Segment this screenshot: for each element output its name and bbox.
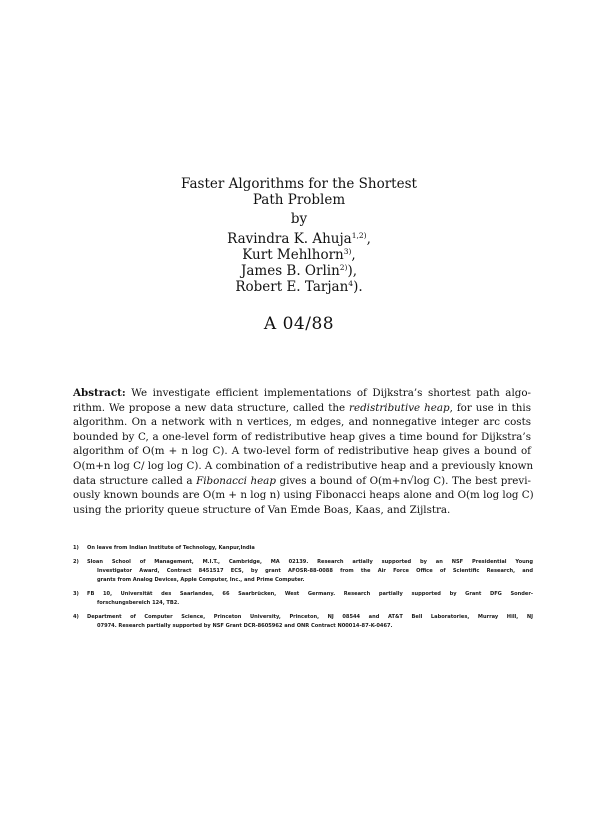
- author-2: Kurt Mehlhorn$^{3)}$,: [242, 247, 356, 263]
- abstract-line: using the priority queue structure of Van Emde Boas, Kaas, and Zijlstra.: [73, 503, 451, 516]
- abstract-line: algorithm of O(m + n log C). A two-level form of redistributive heap gives a bound of: [73, 445, 531, 458]
- footnote-text: FB 10, Universität des Saarlandes, 66 Saarbrücken, West Germany. Research partially supported by Grant DFG Sonder-: [87, 591, 533, 597]
- author-4: Robert E. Tarjan$^4$).: [235, 279, 363, 295]
- abstract: [73, 386, 534, 517]
- author-3: James B. Orlin$^{2)}$),: [240, 263, 358, 279]
- footnote-text: forschungsbereich 124, TB2.: [97, 600, 180, 606]
- footnote-4: [73, 613, 533, 631]
- footnote-text: 07974. Research partially supported by NSF Grant DCR-8605962 and ONR Contract N00014-87-K-0467.: [97, 623, 393, 629]
- footnote-number: 2): [73, 559, 79, 565]
- footnote-text: On leave from Indian Institute of Technology, Kanpur,India: [87, 545, 255, 551]
- abstract-line: data structure called a Fibonacci heap gives a bound of O(m+n√log C). The best previ-: [73, 474, 531, 487]
- paper-title-line-2: Path Problem: [252, 192, 346, 208]
- abstract-line: algorithm. On a network with n vertices, m edges, and nonnegative integer arc costs: [73, 416, 531, 429]
- title-block: [0, 176, 598, 295]
- abstract-line: ously known bounds are O(m + n log n) using Fibonacci heaps alone and O(m log log C): [73, 489, 534, 502]
- footnote-number: 4): [73, 614, 79, 620]
- by-line: by: [290, 211, 308, 227]
- abstract-line: bounded by C, a one-level form of redistributive heap gives a time bound for Dijkstra’s: [73, 430, 531, 443]
- footnote-3: [73, 590, 533, 608]
- footnotes: [73, 544, 533, 636]
- footnote-number: 3): [73, 591, 79, 597]
- footnote-2: [73, 558, 533, 585]
- footnote-text: Investigator Award, Contract 8451517 ECS, by grant AFOSR-88-0088 from the Air Force Office of Scientific Research, and: [97, 568, 533, 574]
- paper-title-line-1: Faster Algorithms for the Shortest: [181, 176, 417, 192]
- footnote-number: 1): [73, 545, 79, 551]
- abstract-label: Abstract:: [73, 387, 126, 399]
- author-1: Ravindra K. Ahuja$^{1,2)}$,: [227, 231, 371, 247]
- report-number: A 04/88: [263, 314, 335, 334]
- footnote-text: Sloan School of Management, M.I.T., Cambridge, MA 02139. Research artially supported by an NSF Presidential Young: [87, 559, 533, 565]
- abstract-line: Abstract: We investigate efficient implementations of Dijkstra’s shortest path algo-: [73, 387, 532, 399]
- abstract-line: O(m+n log C/ log log C). A combination of a redistributive heap and a previously known: [73, 459, 534, 472]
- footnote-text: grants from Analog Devices, Apple Computer, Inc., and Prime Computer.: [97, 577, 305, 583]
- abstract-line: rithm. We propose a new data structure, called the redistributive heap, for use in this: [73, 401, 531, 414]
- footnote-1: [73, 544, 533, 553]
- footnote-text: Department of Computer Science, Princeton University, Princeton, NJ 08544 and AT&T Bell Laboratories, Murray Hill, NJ: [87, 614, 533, 620]
